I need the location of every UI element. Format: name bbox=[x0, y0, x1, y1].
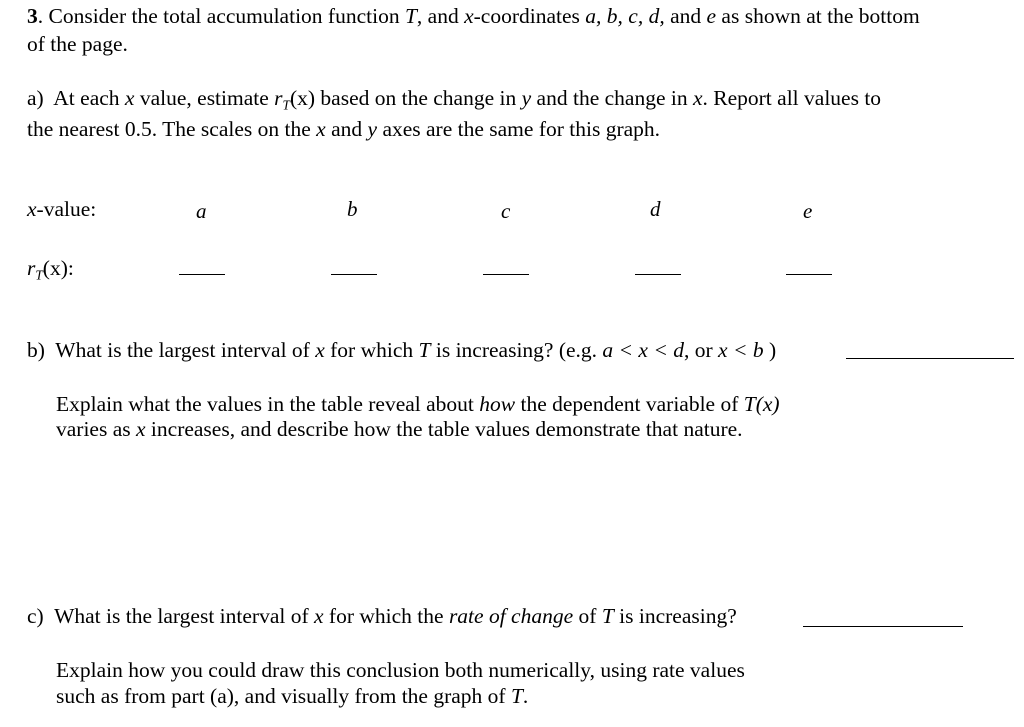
var-y: y bbox=[521, 86, 532, 110]
x-value-e: e bbox=[803, 199, 813, 223]
example-interval: a < x < d bbox=[602, 338, 684, 362]
part-c-text: What is the largest interval of bbox=[54, 604, 314, 628]
intro-text: . Consider the total accumulation function bbox=[37, 4, 405, 28]
part-c-text: of bbox=[573, 604, 602, 628]
var-y: y bbox=[367, 117, 378, 141]
part-b-text: What is the largest interval of bbox=[55, 338, 316, 362]
x-value-d: d bbox=[650, 197, 661, 221]
part-a-text: and the change in bbox=[531, 86, 693, 110]
part-c-text: is increasing? bbox=[613, 604, 737, 628]
var-x: x bbox=[124, 86, 135, 110]
x-value-b: b bbox=[347, 197, 358, 221]
part-b-label: b) bbox=[27, 338, 45, 362]
part-b-explain: Explain what the values in the table reveal about how the dependent variable of T(x) varies as x increases, and describe how the table values demonstrate that nature. bbox=[56, 392, 780, 441]
part-c-question bbox=[27, 603, 737, 631]
intro-text: as shown at the bottom bbox=[716, 4, 920, 28]
rate-of-change-text: rate of change bbox=[448, 604, 574, 628]
rate-answer-blank-d[interactable] bbox=[635, 274, 681, 275]
intro-text: , and bbox=[416, 4, 465, 28]
intro-var-x: x bbox=[464, 4, 474, 28]
rate-label: $r_T(x)$: bbox=[27, 256, 74, 283]
intro-var-e: e bbox=[706, 4, 717, 28]
x-value-a: a bbox=[196, 199, 207, 223]
rate-notation: $r_T(x)$ bbox=[274, 86, 316, 113]
part-b-text: ) bbox=[763, 338, 777, 362]
part-a-text: based on the change in bbox=[315, 86, 522, 110]
var-T: T bbox=[601, 604, 614, 628]
var-x: x bbox=[315, 338, 325, 362]
part-c-answer-blank[interactable] bbox=[803, 626, 963, 627]
part-b-question bbox=[27, 337, 776, 365]
var-T: T bbox=[418, 338, 431, 362]
rate-answer-blank-a[interactable] bbox=[179, 274, 225, 275]
problem-number: 3 bbox=[27, 4, 38, 28]
problem-intro bbox=[27, 3, 1017, 59]
part-a-text: value, estimate bbox=[134, 86, 275, 110]
part-b-text: for which bbox=[324, 338, 419, 362]
intro-text: -coordinates bbox=[473, 4, 586, 28]
part-b-text: , or bbox=[683, 338, 719, 362]
part-c-label: c) bbox=[27, 604, 44, 628]
part-a-text: and bbox=[325, 117, 368, 141]
part-b-text: is increasing? (e.g. bbox=[430, 338, 603, 362]
part-a-text: the nearest 0.5. The scales on the bbox=[27, 117, 317, 141]
part-a-question bbox=[27, 85, 1017, 144]
part-a-text: axes are the same for this graph. bbox=[377, 117, 661, 141]
var-x: x bbox=[314, 604, 324, 628]
rate-answer-blank-e[interactable] bbox=[786, 274, 832, 275]
var-x: x bbox=[316, 117, 326, 141]
rate-answer-blank-b[interactable] bbox=[331, 274, 377, 275]
intro-text: and bbox=[664, 4, 707, 28]
part-a-text: At each bbox=[53, 86, 125, 110]
x-value-c: c bbox=[501, 199, 511, 223]
rate-answer-blank-c[interactable] bbox=[483, 274, 529, 275]
x-value-label: x-value: bbox=[27, 197, 97, 221]
var-x: x bbox=[692, 86, 703, 110]
part-c-text: for which the bbox=[323, 604, 449, 628]
intro-line-2: of the page. bbox=[27, 31, 128, 56]
part-a-label: a) bbox=[27, 86, 44, 110]
part-c-explain: Explain how you could draw this conclusion both numerically, using rate values such as from part (a), and visually from the graph of T. bbox=[56, 658, 745, 708]
part-a-text: . Report all values to bbox=[702, 86, 882, 110]
part-b-answer-blank[interactable] bbox=[846, 358, 1014, 359]
intro-var-T: T bbox=[404, 4, 417, 28]
example-interval-2: x < b bbox=[718, 338, 764, 362]
intro-vars: a, b, c, d, bbox=[585, 4, 665, 28]
